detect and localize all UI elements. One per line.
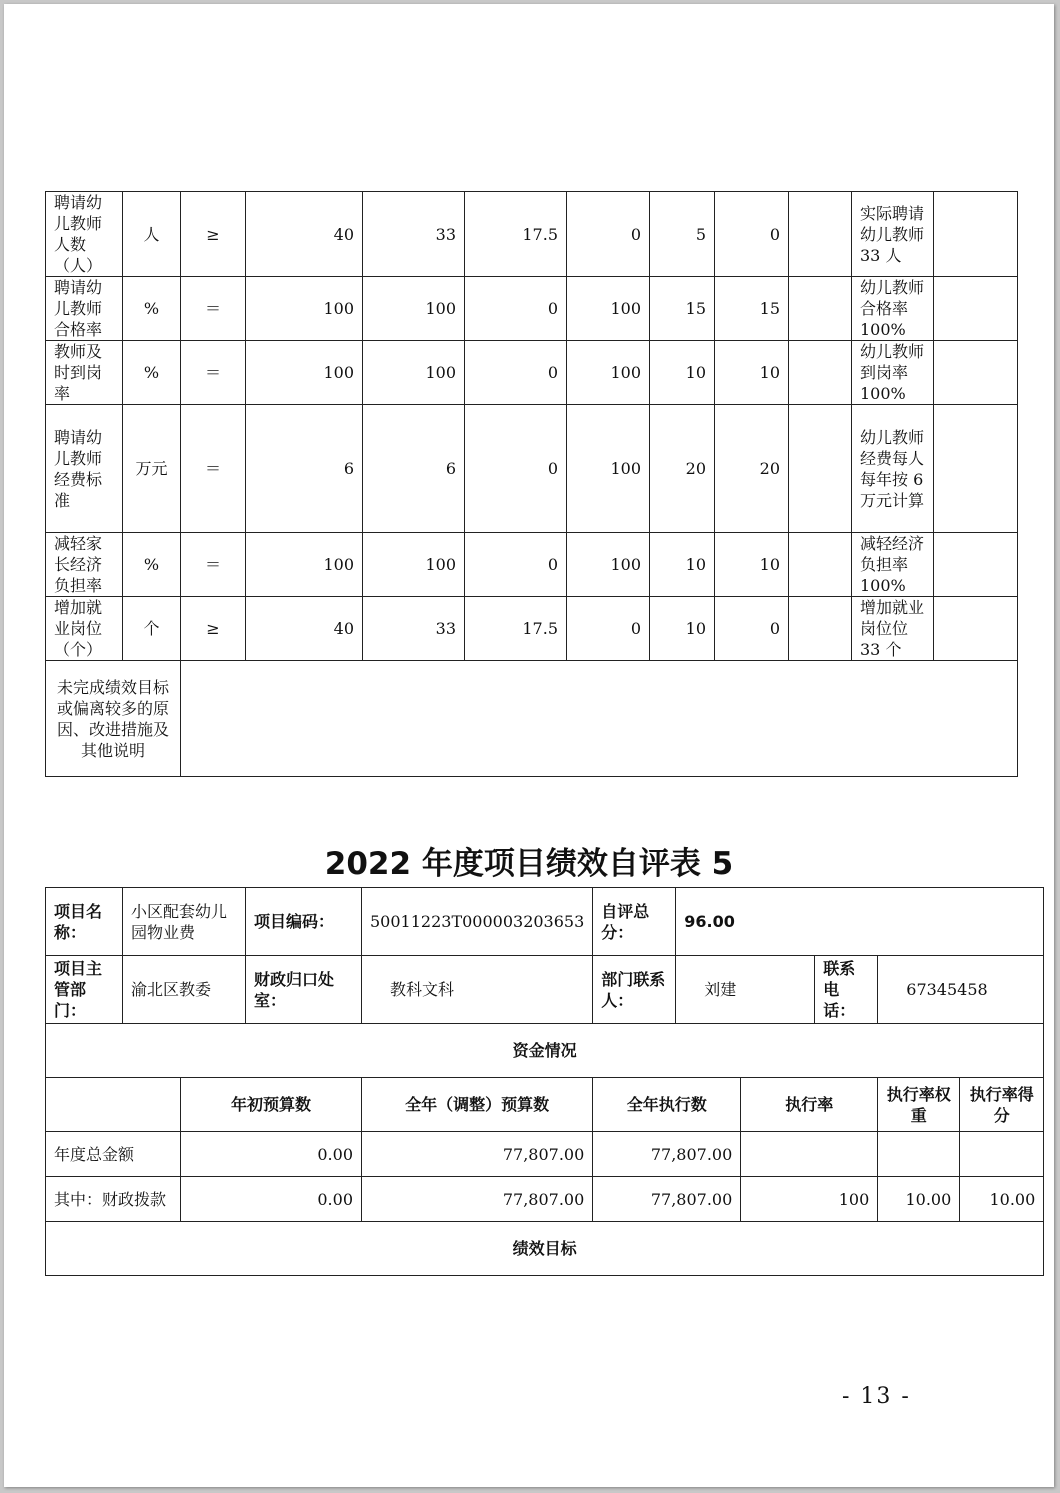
indicator-reason: 增加就业岗位位 33 个	[852, 597, 934, 661]
contact: 刘建	[676, 956, 815, 1024]
self-score: 96.00	[676, 888, 1044, 956]
indicator-extra	[934, 533, 1018, 597]
indicator-name: 减轻家长经济负担率	[46, 533, 123, 597]
indicator-row	[46, 192, 1018, 277]
funds-header-4: 执行率	[741, 1078, 878, 1132]
indicator-weight: 10	[650, 533, 715, 597]
self-score-label: 自评总分：	[593, 888, 676, 956]
indicator-rate: 100	[567, 405, 650, 533]
indicator-reason: 实际聘请幼儿教师 33 人	[852, 192, 934, 277]
funds-row	[46, 1132, 1044, 1177]
funds-header-6: 执行率得分	[960, 1078, 1044, 1132]
indicator-weight: 10	[650, 341, 715, 405]
finance: 教科文科	[362, 956, 593, 1024]
indicator-rate: 0	[567, 192, 650, 277]
indicator-row	[46, 405, 1018, 533]
indicator-actual: 6	[363, 405, 465, 533]
funds-cell: 0.00	[181, 1177, 362, 1222]
funds-header-0	[46, 1078, 181, 1132]
funds-cell: 77,807.00	[593, 1132, 741, 1177]
indicator-unit: %	[123, 341, 181, 405]
indicator-note	[789, 597, 852, 661]
indicator-extra	[934, 341, 1018, 405]
funds-cell: 77,807.00	[593, 1177, 741, 1222]
indicator-score: 10	[715, 533, 789, 597]
funds-cell: 10.00	[960, 1177, 1044, 1222]
indicator-name: 聘请幼儿教师人数（人）	[46, 192, 123, 277]
phone-label: 联系电话：	[815, 956, 878, 1024]
funds-cell	[960, 1132, 1044, 1177]
indicator-table	[45, 191, 1018, 777]
indicator-row	[46, 597, 1018, 661]
indicator-target: 100	[246, 341, 363, 405]
unfinished-row	[46, 661, 1018, 777]
indicator-name: 教师及时到岗率	[46, 341, 123, 405]
project-table	[45, 887, 1044, 1276]
indicator-deviation: 0	[465, 405, 567, 533]
indicator-weight: 10	[650, 597, 715, 661]
project-code-label: 项目编码：	[246, 888, 362, 956]
indicator-actual: 100	[363, 533, 465, 597]
indicator-score: 0	[715, 192, 789, 277]
funds-cell: 100	[741, 1177, 878, 1222]
funds-cell: 77,807.00	[362, 1177, 593, 1222]
indicator-note	[789, 341, 852, 405]
unfinished-text	[181, 661, 1018, 777]
indicator-extra	[934, 405, 1018, 533]
funds-header-1: 年初预算数	[181, 1078, 362, 1132]
project-name-label: 项目名称：	[46, 888, 123, 956]
indicator-op: ≥	[181, 192, 246, 277]
funds-cell: 0.00	[181, 1132, 362, 1177]
indicator-target: 100	[246, 533, 363, 597]
indicator-actual: 100	[363, 341, 465, 405]
indicator-op: ＝	[181, 405, 246, 533]
indicator-score: 15	[715, 277, 789, 341]
indicator-note	[789, 405, 852, 533]
indicator-rate: 0	[567, 597, 650, 661]
indicator-note	[789, 192, 852, 277]
indicator-weight: 5	[650, 192, 715, 277]
unfinished-label: 未完成绩效目标或偏离较多的原因、改进措施及其他说明	[46, 661, 181, 777]
indicator-weight: 15	[650, 277, 715, 341]
funds-header-3: 全年执行数	[593, 1078, 741, 1132]
indicator-target: 6	[246, 405, 363, 533]
funds-header-row	[46, 1078, 1044, 1132]
page-number: - 13 -	[842, 1384, 911, 1409]
funds-cell: 77,807.00	[362, 1132, 593, 1177]
indicator-target: 40	[246, 597, 363, 661]
project-row-1	[46, 888, 1044, 956]
funds-row-label: 其中：财政拨款	[46, 1177, 181, 1222]
indicator-note	[789, 533, 852, 597]
indicator-extra	[934, 597, 1018, 661]
document-page	[4, 4, 1054, 1487]
indicator-unit: 万元	[123, 405, 181, 533]
funds-row	[46, 1177, 1044, 1222]
indicator-row	[46, 277, 1018, 341]
indicator-score: 20	[715, 405, 789, 533]
indicator-unit: 人	[123, 192, 181, 277]
finance-label: 财政归口处室：	[246, 956, 362, 1024]
indicator-deviation: 0	[465, 533, 567, 597]
indicator-score: 0	[715, 597, 789, 661]
indicator-rate: 100	[567, 533, 650, 597]
funds-section-title: 资金情况	[46, 1024, 1044, 1078]
phone: 67345458	[878, 956, 1044, 1024]
project-code: 50011223T000003203653	[362, 888, 593, 956]
indicator-target: 40	[246, 192, 363, 277]
indicator-reason: 减轻经济负担率 100%	[852, 533, 934, 597]
indicator-target: 100	[246, 277, 363, 341]
indicator-unit: %	[123, 277, 181, 341]
indicator-row	[46, 533, 1018, 597]
indicator-op: ＝	[181, 277, 246, 341]
indicator-deviation: 0	[465, 277, 567, 341]
dept: 渝北区教委	[123, 956, 246, 1024]
indicator-extra	[934, 192, 1018, 277]
indicator-rate: 100	[567, 341, 650, 405]
indicator-reason: 幼儿教师合格率 100%	[852, 277, 934, 341]
project-name: 小区配套幼儿园物业费	[123, 888, 246, 956]
indicator-actual: 33	[363, 597, 465, 661]
indicator-reason: 幼儿教师到岗率 100%	[852, 341, 934, 405]
indicator-unit: 个	[123, 597, 181, 661]
funds-header-2: 全年（调整）预算数	[362, 1078, 593, 1132]
indicator-name: 聘请幼儿教师合格率	[46, 277, 123, 341]
dept-label: 项目主管部门：	[46, 956, 123, 1024]
funds-title-row	[46, 1024, 1044, 1078]
indicator-weight: 20	[650, 405, 715, 533]
project-row-2	[46, 956, 1044, 1024]
indicator-op: ＝	[181, 341, 246, 405]
indicator-unit: %	[123, 533, 181, 597]
indicator-row	[46, 341, 1018, 405]
indicator-score: 10	[715, 341, 789, 405]
indicator-extra	[934, 277, 1018, 341]
goals-title-row	[46, 1222, 1044, 1276]
indicator-actual: 100	[363, 277, 465, 341]
funds-header-5: 执行率权重	[878, 1078, 960, 1132]
indicator-reason: 幼儿教师经费每人每年按 6 万元计算	[852, 405, 934, 533]
indicator-actual: 33	[363, 192, 465, 277]
indicator-note	[789, 277, 852, 341]
funds-row-label: 年度总金额	[46, 1132, 181, 1177]
indicator-op: ＝	[181, 533, 246, 597]
indicator-op: ≥	[181, 597, 246, 661]
indicator-deviation: 17.5	[465, 597, 567, 661]
indicator-deviation: 17.5	[465, 192, 567, 277]
funds-cell	[878, 1132, 960, 1177]
indicator-name: 聘请幼儿教师经费标准	[46, 405, 123, 533]
contact-label: 部门联系人：	[593, 956, 676, 1024]
indicator-name: 增加就业岗位（个）	[46, 597, 123, 661]
funds-cell	[741, 1132, 878, 1177]
indicator-rate: 100	[567, 277, 650, 341]
funds-cell: 10.00	[878, 1177, 960, 1222]
indicator-deviation: 0	[465, 341, 567, 405]
goals-section-title: 绩效目标	[46, 1222, 1044, 1276]
table-title: 2022 年度项目绩效自评表 5	[324, 846, 734, 882]
